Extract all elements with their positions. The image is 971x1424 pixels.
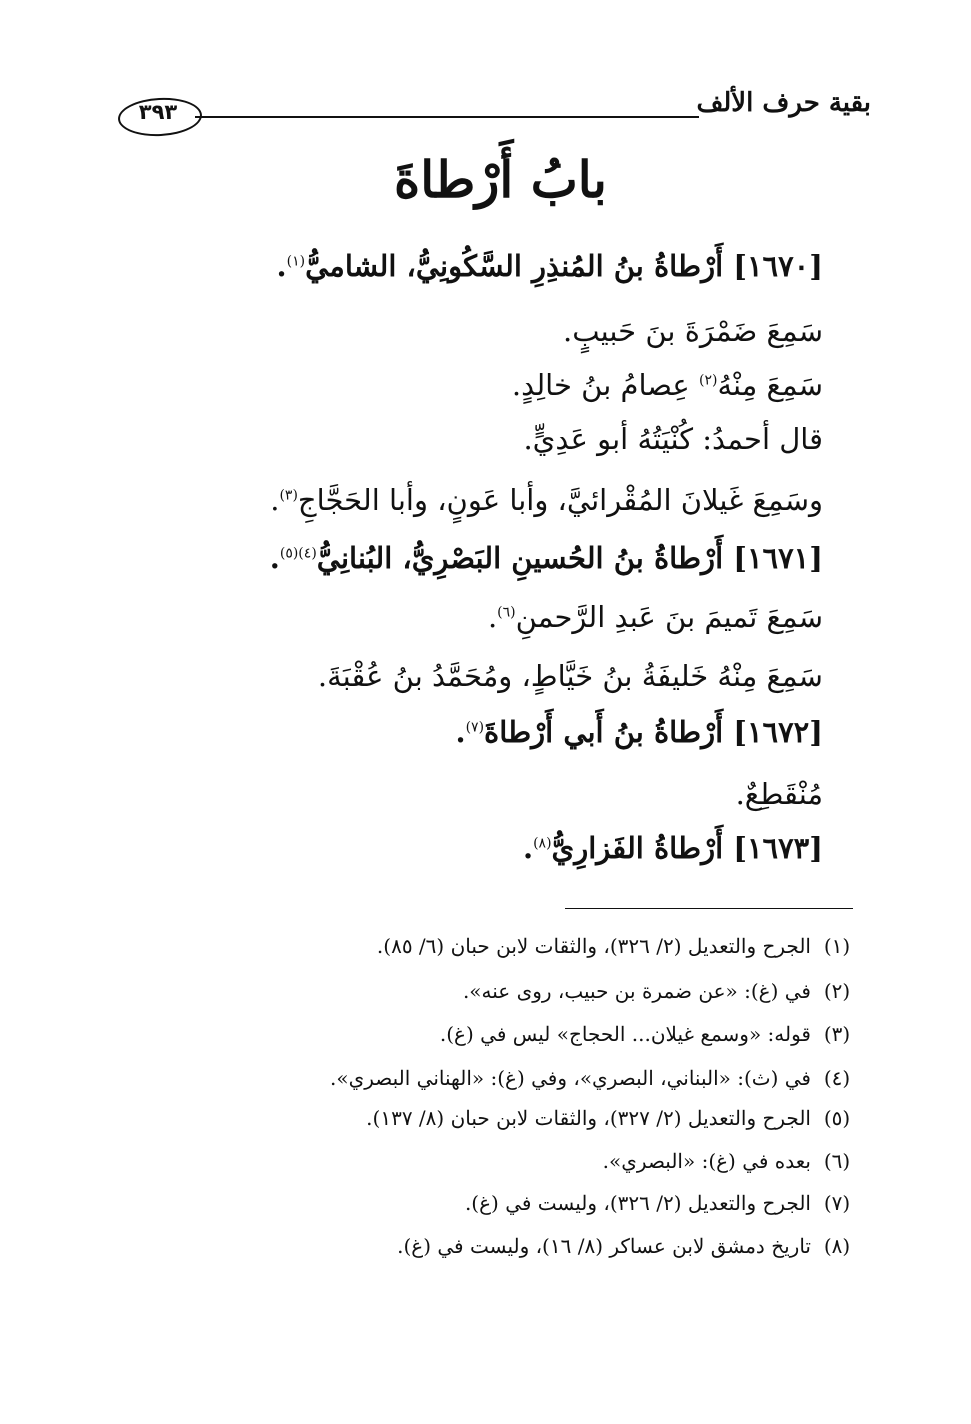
- line-text: سَمِعَ تَميمَ بنَ عَبدِ الرَّحمنِ: [515, 600, 823, 634]
- footnote: [330, 1068, 863, 1088]
- footnote-text: في (ث): «البناني، البصري»، وفي (غ): «الهناني البصري».: [329, 1066, 811, 1090]
- body-line: [523, 422, 823, 456]
- line-text: [١٦٧٣] أَرْطاةُ الفَزارِيُّ: [551, 831, 823, 865]
- footnote-number: (٦): [823, 1149, 851, 1173]
- line-tail: .: [455, 715, 466, 749]
- footnote-text: تاريخ دمشق لابن عساكر (٨/ ١٦)، وليست في (غ).: [397, 1234, 811, 1258]
- footnote: [397, 1236, 863, 1256]
- entry-title-1673: [522, 831, 823, 865]
- footnote-text: قوله: «وسمع غيلان... الحجاج» ليس في (غ).: [439, 1022, 811, 1046]
- header-rule: [195, 116, 699, 118]
- line-tail: .: [276, 249, 287, 283]
- footnote-number: (٧): [823, 1191, 851, 1215]
- footnote-text: الجرح والتعديل (٢/ ٣٢٧)، والثقات لابن حبان (٨/ ١٣٧).: [366, 1106, 811, 1130]
- footnote-separator: [565, 908, 853, 909]
- body-line: [511, 368, 823, 402]
- footnote-number: (٢): [823, 979, 851, 1003]
- footnote-number: (٤): [823, 1066, 851, 1090]
- line-tail: .: [487, 600, 498, 634]
- footnote: [465, 1193, 863, 1213]
- line-text: [١٦٧٢] أَرْطاةُ بنُ أَبي أَرْطاةَ: [484, 715, 823, 749]
- running-title: بقية حرف الألف: [696, 88, 871, 118]
- line-tail: عِصامُ بنُ خالِدٍ.: [511, 368, 699, 402]
- footnote-marker: (٧): [465, 719, 485, 736]
- footnote-marker: (٨): [533, 835, 552, 852]
- footnote-number: (٣): [823, 1022, 851, 1046]
- chapter-title: بابُ أَرْطاةَ: [394, 150, 607, 209]
- line-tail: .: [269, 541, 280, 575]
- footnote-number: (٨): [823, 1234, 851, 1258]
- footnote-marker: (٦): [497, 604, 516, 621]
- entry-title-1670: [276, 249, 823, 283]
- footnote-marker: (١): [286, 253, 306, 270]
- body-line: [735, 777, 823, 811]
- footnote: [603, 1151, 863, 1171]
- line-text: قال أحمدُ: كُنْيَتُهُ أبو عَدِيٍّ.: [523, 422, 823, 456]
- footnote-text: في (غ): «عن ضمرة بن حبيب، روى عنه».: [462, 979, 811, 1003]
- page-number: ٣٩٣: [138, 100, 178, 124]
- footnote-text: الجرح والتعديل (٢/ ٣٢٦)، وليست في (غ).: [464, 1191, 811, 1215]
- footnote-marker: (٤)(٥): [279, 545, 317, 562]
- footnote-text: الجرح والتعديل (٢/ ٣٢٦)، والثقات لابن حبان (٦/ ٨٥).: [376, 934, 811, 958]
- footnote: [377, 936, 863, 956]
- footnote-marker: (٣): [279, 487, 298, 504]
- line-tail: .: [270, 483, 280, 517]
- body-line: [487, 600, 823, 634]
- footnote: [366, 1108, 863, 1128]
- body-line: [270, 483, 823, 517]
- line-text: [١٦٧١] أَرْطاةُ بنُ الحُسينِ البَصْرِيُّ، البُنانِيُّ: [316, 541, 823, 575]
- line-text: وسَمِعَ غَيلانَ المُقْرائيَّ، وأبا عَونٍ، وأبا الحَجَّاجِ: [297, 483, 823, 517]
- footnote: [463, 981, 863, 1001]
- body-line: [317, 659, 823, 693]
- footnote-number: (٥): [823, 1106, 851, 1130]
- footnote-number: (١): [823, 934, 851, 958]
- line-tail: .: [522, 831, 534, 865]
- line-text: سَمِعَ مِنْهُ خَليفَةُ بنُ خَيَّاطٍ، ومُحَمَّدُ بنُ عُقْبَةَ.: [317, 659, 823, 693]
- footnote: [440, 1024, 863, 1044]
- line-text: مُنْقَطِعٌ.: [735, 777, 823, 811]
- footnote-marker: (٢): [698, 372, 718, 389]
- line-text: سَمِعَ مِنْهُ: [717, 368, 823, 402]
- body-line: [562, 314, 823, 348]
- line-text: [١٦٧٠] أَرْطاةُ بنُ المُنذِرِ السَّكُونِيُّ، الشاميُّ: [305, 249, 823, 283]
- footnote-text: بعده في (غ): «البصري».: [602, 1149, 811, 1173]
- entry-title-1671: [269, 541, 823, 575]
- entry-title-1672: [455, 715, 823, 749]
- line-text: سَمِعَ ضَمْرَةَ بنَ حَبيبٍ.: [562, 314, 823, 348]
